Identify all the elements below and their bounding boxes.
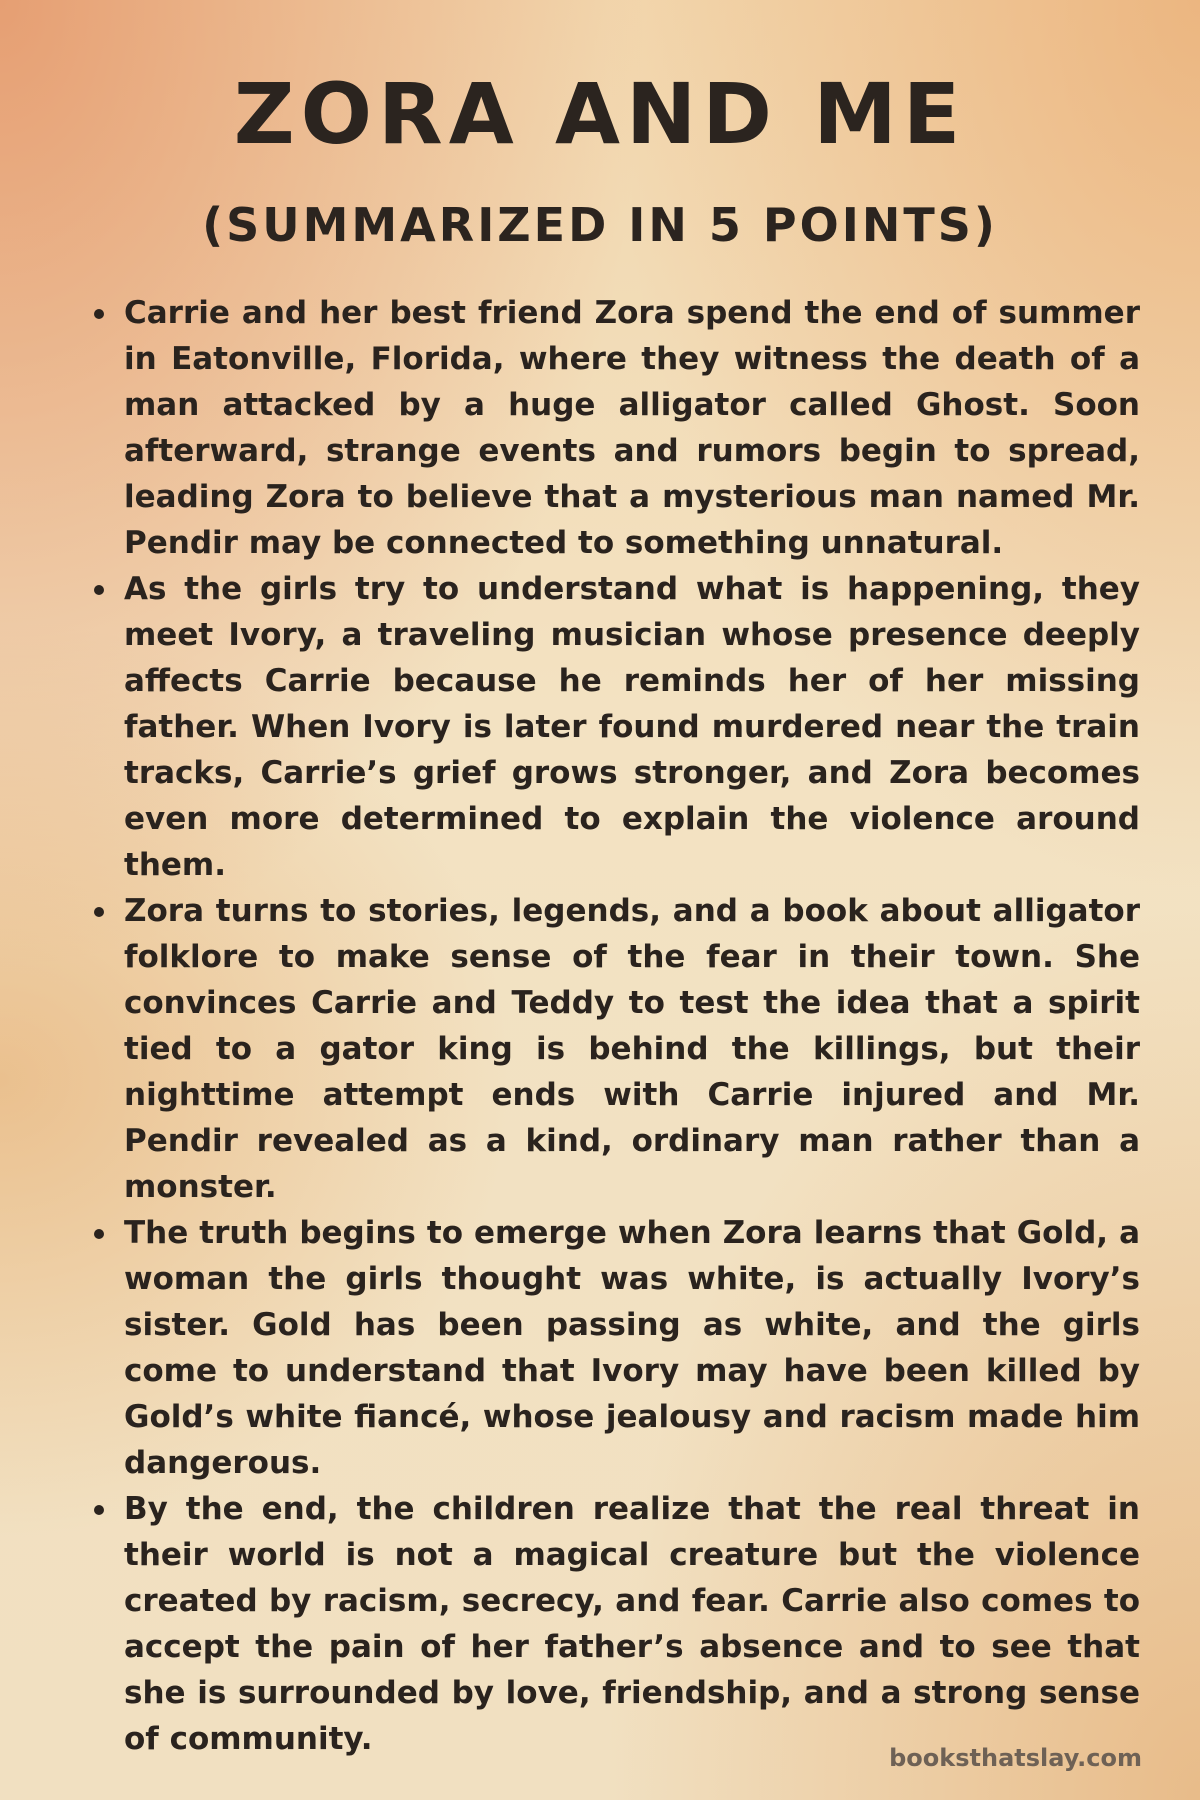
bullet-dot-icon	[94, 907, 104, 917]
summary-point-text: Carrie and her best friend Zora spend the end of summer in Eatonville, Florida, where they witness the death of a man attacked by a huge alligator called Ghost. Soon afterward, strange events and rumors begin to spread, leading Zora to believe that a mysterious man named Mr. Pendir may be connected to something unnatural.	[124, 295, 1140, 561]
summary-point-text: Zora turns to stories, legends, and a book about alligator folklore to make sense of the fear in their town. She convinces Carrie and Teddy to test the idea that a spirit tied to a gator king is behind the killings, but their nighttime attempt ends with Carrie injured and Mr. Pendir revealed as a kind, ordinary man rather than a monster.	[124, 893, 1140, 1205]
bullet-dot-icon	[94, 1505, 104, 1515]
summary-points-list	[90, 290, 1140, 1762]
summary-point-text: As the girls try to understand what is happening, they meet Ivory, a traveling musician whose presence deeply affects Carrie because he reminds her of her missing father. When Ivory is later found murdered near the train tracks, Carrie’s grief grows stronger, and Zora becomes even more determined to explain the violence around them.	[124, 571, 1140, 883]
summary-point-5	[90, 1486, 1140, 1762]
summary-point-4	[90, 1210, 1140, 1486]
summary-point-1	[90, 290, 1140, 566]
summary-point-3	[90, 888, 1140, 1210]
bullet-dot-icon	[94, 1229, 104, 1239]
bullet-dot-icon	[94, 309, 104, 319]
bullet-dot-icon	[94, 585, 104, 595]
page-title: ZORA AND ME	[233, 65, 967, 163]
summary-point-2	[90, 566, 1140, 888]
summary-point-text: By the end, the children realize that the real threat in their world is not a magical creature but the violence created by racism, secrecy, and fear. Carrie also comes to accept the pain of her father’s absence and to see that she is surrounded by love, friendship, and a strong sense of community.	[124, 1491, 1140, 1757]
site-watermark: booksthatslay.com	[889, 1744, 1142, 1772]
page-subtitle: (SUMMARIZED IN 5 POINTS)	[202, 198, 998, 252]
summary-point-text: The truth begins to emerge when Zora learns that Gold, a woman the girls thought was white, is actually Ivory’s sister. Gold has been passing as white, and the girls come to understand that Ivory may have been killed by Gold’s white fiancé, whose jealousy and racism made him dangerous.	[124, 1215, 1140, 1481]
